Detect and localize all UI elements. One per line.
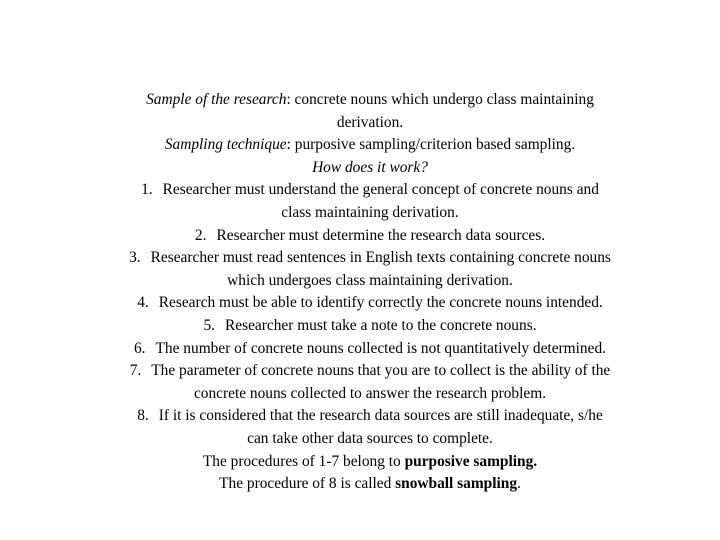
purposive-sampling-term: purposive sampling. <box>404 452 538 470</box>
step-7-line-2: concrete nouns collected to answer the research problem. <box>193 384 547 402</box>
snowball-sampling-term: snowball sampling <box>395 475 518 493</box>
step-1-line-1 <box>70 179 670 202</box>
sample-text: : concrete nouns which undergo class maintaining <box>286 91 594 108</box>
step-4-number: 4. <box>137 294 149 312</box>
how-heading: How does it work? <box>312 158 428 176</box>
step-8-number: 8. <box>137 407 149 425</box>
step-5-text: Researcher must take a note to the concrete nouns. <box>225 316 537 334</box>
step-5-number: 5. <box>203 316 215 334</box>
sample-line-1 <box>70 89 670 112</box>
technique-label: Sampling technique <box>164 136 287 154</box>
technique-line <box>70 134 670 157</box>
step-2-text: Researcher must determine the research data sources. <box>216 226 546 244</box>
sample-line-2: derivation. <box>336 113 404 131</box>
summary-1-text: The procedures of 1-7 belong to <box>202 452 405 470</box>
summary-line-2 <box>70 473 670 496</box>
step-7-text: The parameter of concrete nouns that you are to collect is the ability of the <box>151 362 611 380</box>
step-8-line-2: can take other data sources to complete. <box>247 429 493 447</box>
step-6-number: 6. <box>133 339 146 357</box>
technique-text: : purposive sampling/criterion based sampling. <box>286 136 576 154</box>
summary-line-1 <box>70 451 670 474</box>
step-7-number: 7. <box>129 362 142 380</box>
step-1-line-2: class maintaining derivation. <box>281 203 459 221</box>
step-2-line-1 <box>70 225 670 248</box>
step-3-line-1 <box>70 247 670 270</box>
step-8-text: If it is considered that the research data sources are still inadequate, s/he <box>158 407 603 425</box>
step-3-line-2: which undergoes class maintaining derivation. <box>227 271 513 289</box>
step-3-text: Researcher must read sentences in English texts containing concrete nouns <box>150 249 611 267</box>
summary-2-text: The procedure of 8 is called <box>219 475 396 493</box>
step-6-text: The number of concrete nouns collected is not quantitatively determined. <box>155 339 606 357</box>
step-1-number: 1. <box>141 181 153 199</box>
step-6-line-1 <box>70 338 670 361</box>
step-3-number: 3. <box>129 249 141 267</box>
step-7-line-1 <box>70 360 670 383</box>
step-4-line-1 <box>70 292 670 315</box>
step-1-text: Researcher must understand the general concept of concrete nouns and <box>162 181 599 199</box>
summary-2-period: . <box>517 475 521 493</box>
step-2-number: 2. <box>194 226 207 244</box>
step-5-line-1 <box>70 315 670 338</box>
text-body <box>70 89 670 496</box>
sample-label: Sample of the research <box>146 91 287 108</box>
step-4-text: Research must be able to identify correctly the concrete nouns intended. <box>158 294 603 312</box>
step-8-line-1 <box>70 405 670 428</box>
